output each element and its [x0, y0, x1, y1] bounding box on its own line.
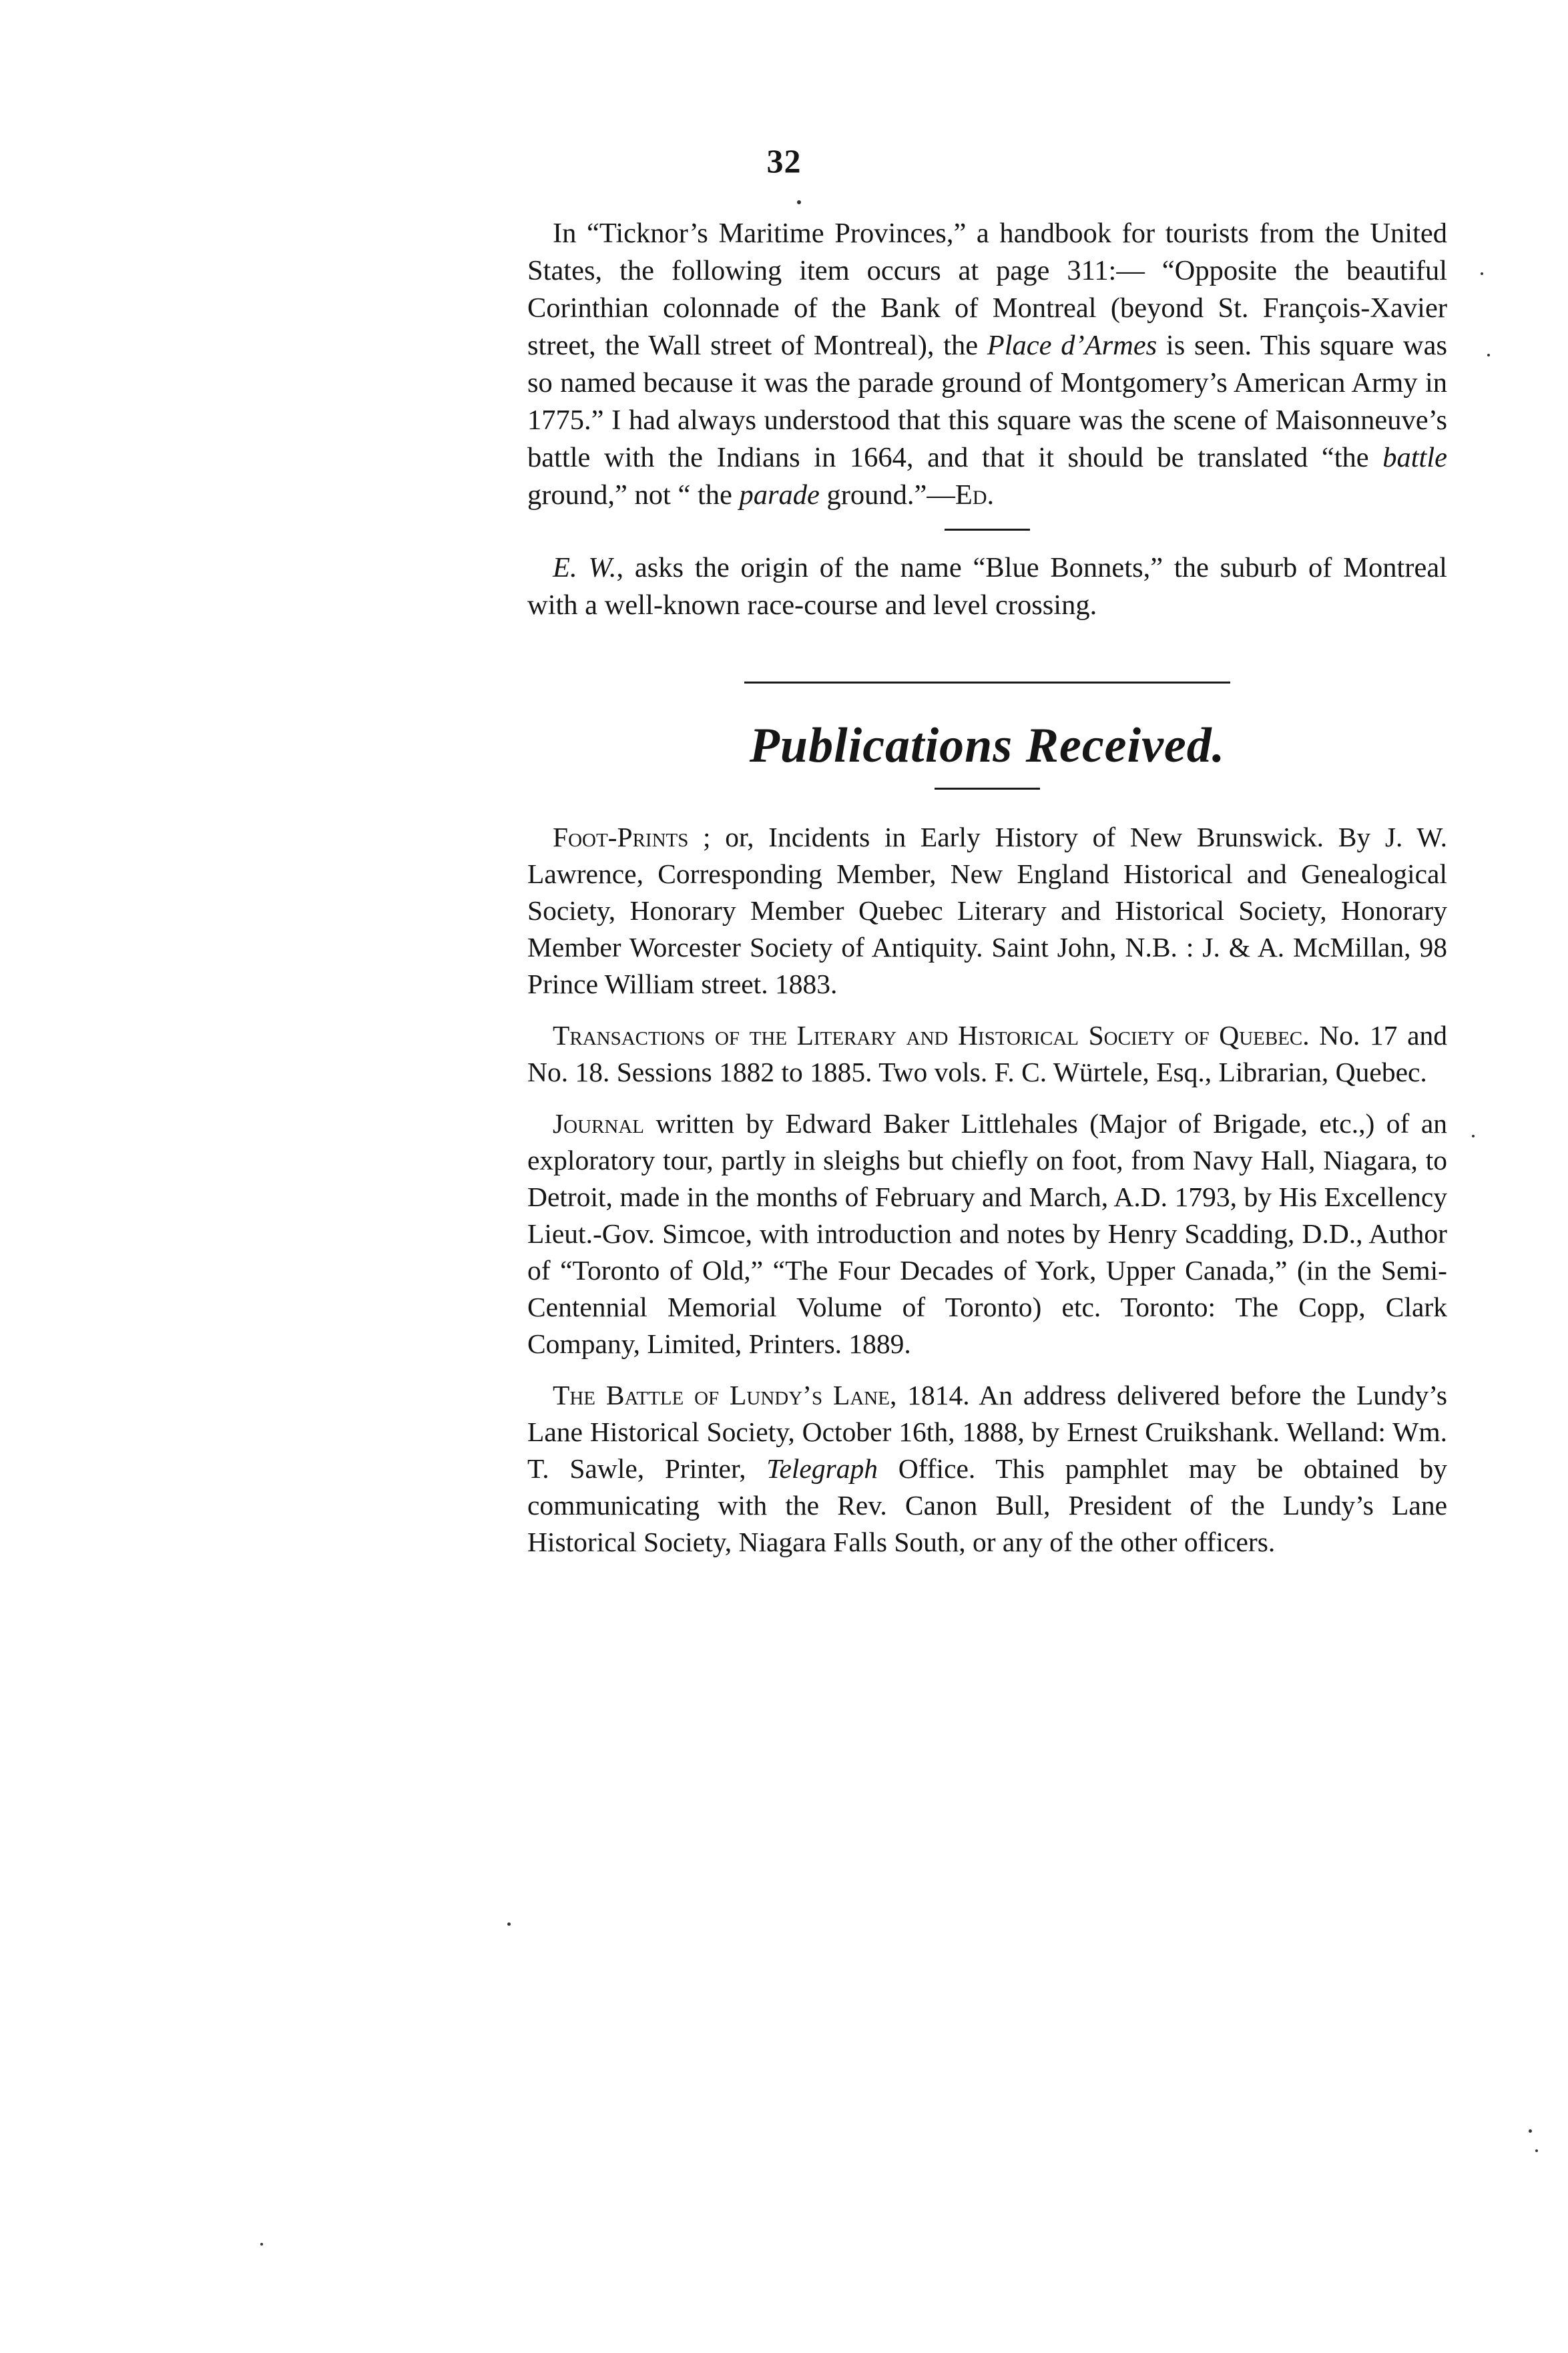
publication-lead: Journal	[553, 1108, 644, 1139]
page-number: 32	[766, 142, 802, 180]
publication-lead: The Battle of Lundy’s Lane,	[553, 1380, 897, 1410]
publication-lead: Transactions of the Literary and Historical Society of Quebec.	[553, 1020, 1310, 1051]
publication-entry-journal	[527, 1105, 1447, 1362]
section-divider-rule	[744, 682, 1230, 684]
publication-text: written by Edward Baker Littlehales (Major of Brigade, etc.,) of an exploratory tour, partly in sleighs but chiefly on foot, from Navy Hall, Niagara, to Detroit, made in the months of February and March, A.D. 1793, by His Excellency Lieut.-Gov. Simcoe, with introduction and notes by Henry Scadding, D.D., Author of “Toronto of Old,” “The Four Decades of York, Upper Canada,” (in the Semi-Centennial Memorial Volume of Toronto) etc. Toronto: The Copp, Clark Company, Limited, Printers. 1889.	[527, 1108, 1447, 1359]
note-italic-battle: battle	[1382, 442, 1447, 473]
publication-text: 1814. An address delivered before the Lundy’s Lane Historical Society, October 16th, 1888, by Ernest Cruikshank. Welland: Wm. T. Sawle, Printer,	[527, 1380, 1447, 1484]
section-heading: Publications Received.	[749, 718, 1226, 773]
publication-lead: Foot-Prints	[553, 822, 689, 852]
page-body	[527, 215, 1447, 1575]
scan-speck	[507, 1922, 511, 1926]
scan-speck	[1529, 2129, 1532, 2133]
note-text-part-4: ground.”—	[819, 479, 955, 511]
query-text: , asks the origin of the name “Blue Bonnets,” the suburb of Montreal with a well-known race-course and level crossing.	[527, 552, 1447, 621]
blue-bonnets-query-paragraph	[527, 549, 1447, 624]
scan-speck	[1487, 354, 1490, 356]
scan-speck	[1481, 272, 1483, 275]
publication-text: ; or, Incidents in Early History of New Brunswick. By J. W. Lawrence, Corresponding Member, New England Historical and Genealogical Society, Honorary Member Quebec Literary and Historical Society, Honorary Member Worcester Society of Antiquity. Saint John, N.B. : J. & A. McMillan, 98 Prince William street. 1883.	[527, 822, 1447, 999]
note-italic-place: Place d’Armes	[987, 330, 1157, 361]
heading-underline-rule	[935, 788, 1040, 790]
publication-entry-footprints	[527, 819, 1447, 1003]
query-initials: E. W.	[553, 552, 617, 583]
publication-text-end: Office. This pamphlet may be obtained by communicating with the Rev. Canon Bull, President of the Lundy’s Lane Historical Society, Niagara Falls South, or any of the other officers.	[527, 1453, 1447, 1557]
publication-entry-lundys-lane	[527, 1377, 1447, 1561]
note-text-part-1: In “Ticknor’s Maritime Provinces,” a handbook for tourists from the United States, the following item occurs at page 311:— “Opposite the beautiful Corinthian colonnade of the Bank of Montreal (beyond St. François-Xavier street, the Wall street of Montreal), the	[527, 218, 1447, 361]
scan-speck	[1472, 1135, 1475, 1137]
publication-italic-telegraph: Telegraph	[766, 1453, 878, 1484]
scan-speck	[1535, 2149, 1538, 2152]
note-italic-parade: parade	[739, 479, 820, 511]
scan-speck	[260, 2243, 263, 2246]
publication-text: No. 17 and No. 18. Sessions 1882 to 1885. Two vols. F. C. Würtele, Esq., Librarian, Quebec.	[527, 1020, 1447, 1087]
editor-signature: Ed.	[955, 479, 995, 511]
ticknor-note-paragraph	[527, 215, 1447, 514]
note-text-part-2: is seen. This square was so named because it was the parade ground of Montgomery’s American Army in 1775.” I had always understood that this square was the scene of Maisonneuve’s battle with the Indians in 1664, and that it should be translated “the	[527, 330, 1447, 473]
note-text-part-3: ground,” not “ the	[527, 479, 740, 511]
short-divider-rule	[945, 529, 1030, 531]
scan-speck	[797, 200, 801, 204]
publication-entry-transactions	[527, 1017, 1447, 1091]
